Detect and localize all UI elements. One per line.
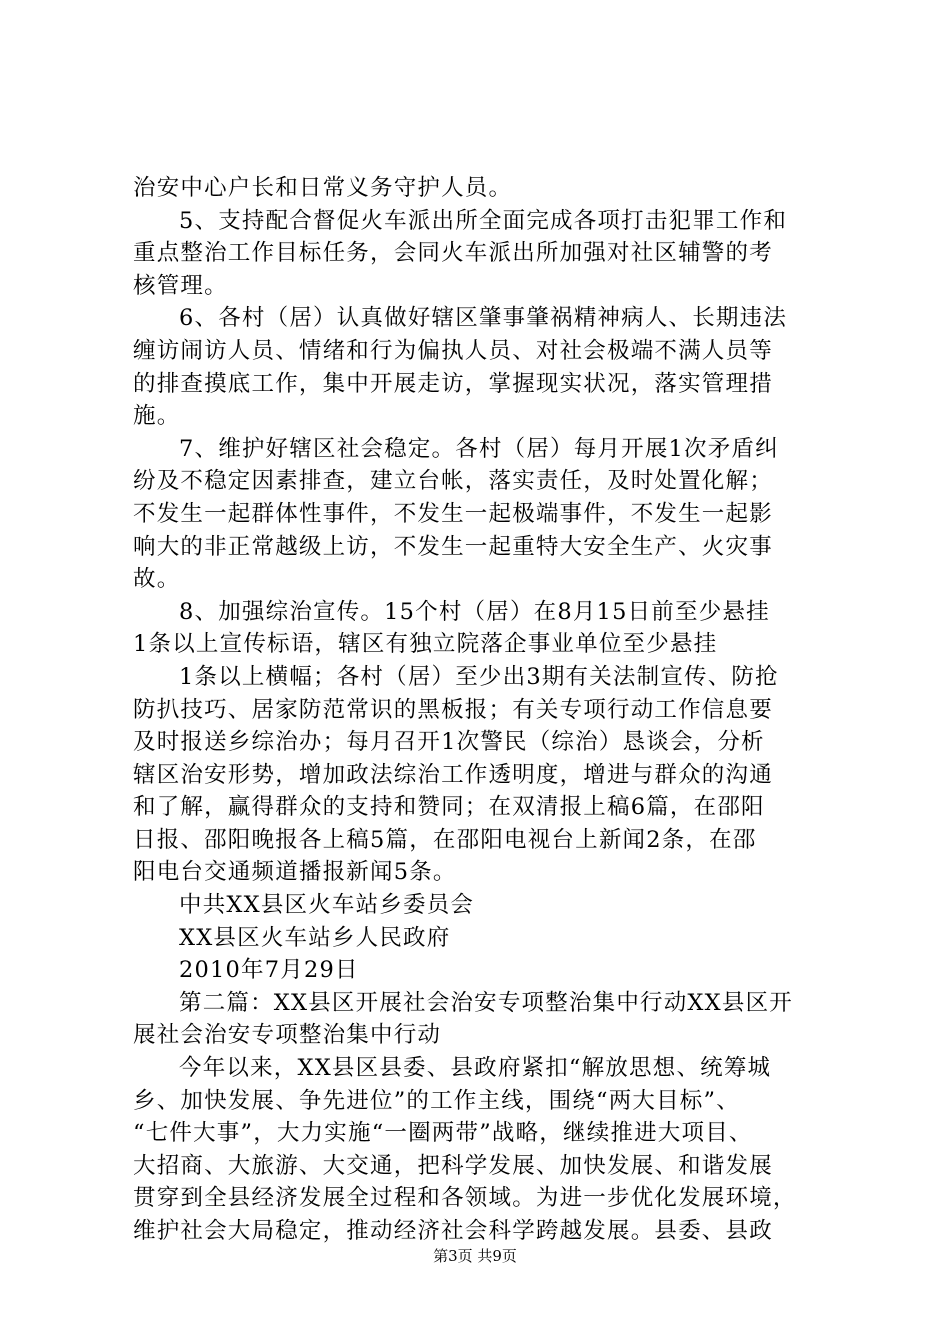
text-line: 辖区治安形势，增加政法综治工作透明度，增进与群众的沟通: [133, 761, 773, 788]
text-line: 日报、邵阳晚报各上稿5篇，在邵阳电视台上新闻2条，在邵: [133, 826, 757, 853]
text-line: 核管理。: [133, 272, 228, 299]
page-footer: 第3页 共9页: [433, 1247, 517, 1265]
document-body: [133, 172, 833, 1248]
text-line: 防扒技巧、居家防范常识的黑板报；有关专项行动工作信息要: [133, 696, 773, 723]
text-line: 2010年7月29日: [179, 957, 359, 984]
text-line: 治安中心户长和日常义务守护人员。: [133, 175, 513, 201]
text-line: 故。: [133, 566, 181, 593]
text-line: 5、支持配合督促火车派出所全面完成各项打击犯罪工作和: [179, 207, 788, 234]
text-line: 不发生一起群体性事件，不发生一起极端事件，不发生一起影: [133, 500, 773, 527]
text-line: 展社会治安专项整治集中行动: [133, 1022, 442, 1049]
text-line: 6、各村（居）认真做好辖区肇事肇祸精神病人、长期违法: [179, 305, 788, 332]
text-line: 贯穿到全县经济发展全过程和各领域。为进一步优化发展环境，: [133, 1185, 797, 1212]
text-line: 第二篇：XX县区开展社会治安专项整治集中行动XX县区开: [179, 989, 793, 1016]
text-line: 施。: [133, 403, 181, 430]
text-line: 8、加强综治宣传。15个村（居）在8月15日前至少悬挂: [179, 598, 770, 625]
text-line: 的排查摸底工作，集中开展走访，掌握现实状况，落实管理措: [133, 370, 773, 397]
text-line: 1条以上横幅；各村（居）至少出3期有关法制宣传、防抢: [179, 663, 779, 690]
text-line: XX县区火车站乡人民政府: [179, 924, 451, 951]
text-line: 阳电台交通频道播报新闻5条。: [133, 859, 457, 886]
text-line: 及时报送乡综治办；每月召开1次警民（综治）恳谈会，分析: [133, 729, 765, 756]
text-line: “七件大事”，大力实施“一圈两带”战略，继续推进大项目、: [133, 1120, 753, 1147]
text-line: 重点整治工作目标任务，会同火车派出所加强对社区辅警的考: [133, 240, 773, 267]
text-line: 1条以上宣传标语，辖区有独立院落企事业单位至少悬挂: [133, 631, 718, 658]
text-line: 纷及不稳定因素排查，建立台帐，落实责任，及时处置化解；: [133, 468, 773, 495]
text-line: 缠访闹访人员、情绪和行为偏执人员、对社会极端不满人员等: [133, 337, 773, 364]
text-line: 7、维护好辖区社会稳定。各村（居）每月开展1次矛盾纠: [179, 435, 779, 462]
text-line: 和了解，赢得群众的支持和赞同；在双清报上稿6篇，在邵阳: [133, 794, 765, 821]
text-line: 乡、加快发展、争先进位”的工作主线，围绕“两大目标”、: [133, 1087, 740, 1114]
text-line: 维护社会大局稳定，推动经济社会科学跨越发展。县委、县政: [133, 1218, 773, 1244]
text-line: 中共XX县区火车站乡委员会: [179, 892, 475, 919]
text-line: 今年以来，XX县区县委、县政府紧扣“解放思想、统筹城: [179, 1055, 772, 1082]
text-line: 响大的非正常越级上访，不发生一起重特大安全生产、火灾事: [133, 533, 773, 560]
text-line: 大招商、大旅游、大交通，把科学发展、加快发展、和谐发展: [133, 1152, 773, 1179]
